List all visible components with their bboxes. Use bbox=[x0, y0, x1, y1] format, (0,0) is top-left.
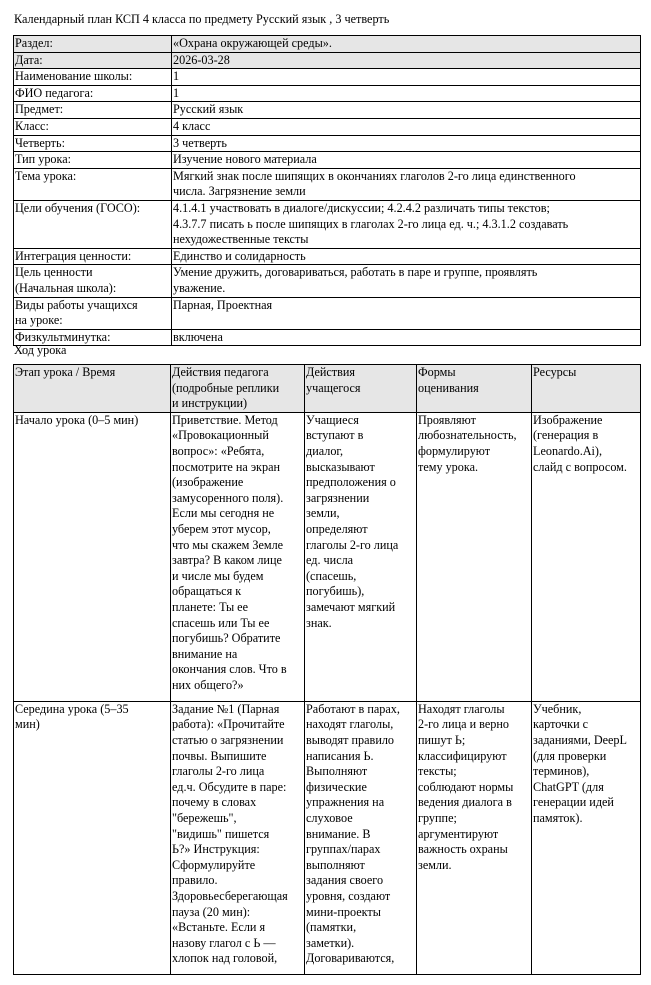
info-label: Цели обучения (ГОСО): bbox=[14, 200, 172, 248]
info-label: Раздел: bbox=[14, 36, 172, 53]
lesson-flow-body bbox=[14, 412, 641, 974]
header-student-actions: Действия учащегося bbox=[305, 365, 417, 413]
info-value: включена bbox=[172, 329, 641, 346]
info-value: Мягкий знак после шипящих в окончаниях глаголов 2-го лица единственного числа. Загрязнение земли bbox=[172, 168, 641, 200]
lesson-info-table bbox=[13, 35, 641, 346]
info-label: Наименование школы: bbox=[14, 69, 172, 86]
header-resources: Ресурсы bbox=[532, 365, 641, 413]
info-row bbox=[14, 152, 641, 169]
lesson-row-start bbox=[14, 412, 641, 701]
lesson-row-middle bbox=[14, 701, 641, 974]
info-row bbox=[14, 265, 641, 297]
info-value: Умение дружить, договариваться, работать в паре и группе, проявлять уважение. bbox=[172, 265, 641, 297]
lesson-flow-table bbox=[13, 364, 641, 975]
info-value: 4.1.4.1 участвовать в диалоге/дискуссии; 4.2.4.2 различать типы текстов; 4.3.7.7 писать ь после шипящих в глаголах 2-го лица ед. ч.; 4.3.1.2 создавать нехудожественные тексты bbox=[172, 200, 641, 248]
info-label: Виды работы учащихся на уроке: bbox=[14, 297, 172, 329]
info-label: Тип урока: bbox=[14, 152, 172, 169]
resources-cell: Изображение (генерация в Leonardo.Ai), слайд с вопросом. bbox=[532, 412, 641, 701]
info-row bbox=[14, 102, 641, 119]
header-assessment: Формы оценивания bbox=[417, 365, 532, 413]
info-row bbox=[14, 200, 641, 248]
info-label: Физкультминутка: bbox=[14, 329, 172, 346]
lesson-flow-header-row bbox=[14, 365, 641, 413]
info-row bbox=[14, 36, 641, 53]
info-value: Единство и солидарность bbox=[172, 248, 641, 265]
info-row bbox=[14, 52, 641, 69]
info-row bbox=[14, 135, 641, 152]
info-value: Русский язык bbox=[172, 102, 641, 119]
info-value: 4 класс bbox=[172, 118, 641, 135]
info-label: Интеграция ценности: bbox=[14, 248, 172, 265]
info-row bbox=[14, 168, 641, 200]
info-value: 1 bbox=[172, 85, 641, 102]
info-label: Класс: bbox=[14, 118, 172, 135]
lesson-progress-heading: Ход урока bbox=[14, 343, 67, 357]
info-row bbox=[14, 118, 641, 135]
info-label: Дата: bbox=[14, 52, 172, 69]
teacher-actions-cell: Задание №1 (Парная работа): «Прочитайте статью о загрязнении почвы. Выпишите глаголы 2-го лица ед.ч. Обсудите в паре: почему в словах "бережешь", "видишь" пишется Ь?» Инструкция: Сформулируйте правило. Здоровьесберегающая пауза (20 мин): «Встаньте. Если я назову глагол с Ь — хлопок над головой, bbox=[171, 701, 305, 974]
info-row bbox=[14, 85, 641, 102]
lesson-flow-header bbox=[14, 365, 641, 413]
info-value: Парная, Проектная bbox=[172, 297, 641, 329]
info-label: ФИО педагога: bbox=[14, 85, 172, 102]
info-row bbox=[14, 69, 641, 86]
document-title: Календарный план КСП 4 класса по предмету Русский язык , 3 четверть bbox=[14, 12, 390, 26]
info-value: Изучение нового материала bbox=[172, 152, 641, 169]
info-value: 2026-03-28 bbox=[172, 52, 641, 69]
assessment-cell: Находят глаголы 2-го лица и верно пишут Ь; классифицируют тексты; соблюдают нормы ведения диалога в группе; аргументируют важность охраны земли. bbox=[417, 701, 532, 974]
info-row bbox=[14, 248, 641, 265]
student-actions-cell: Работают в парах, находят глаголы, выводят правило написания Ь. Выполняют физические упражнения на слуховое внимание. В группах/парах выполняют задания своего уровня, создают мини-проекты (памятки, заметки). Договариваются, bbox=[305, 701, 417, 974]
student-actions-cell: Учащиеся вступают в диалог, высказывают предположения о загрязнении земли, определяют глаголы 2-го лица ед. числа (спасешь, погубишь), замечают мягкий знак. bbox=[305, 412, 417, 701]
info-value: 1 bbox=[172, 69, 641, 86]
resources-cell: Учебник, карточки с заданиями, DeepL (для проверки терминов), ChatGPT (для генерации идей памяток). bbox=[532, 701, 641, 974]
info-row bbox=[14, 329, 641, 346]
header-teacher-actions: Действия педагога (подробные реплики и инструкции) bbox=[171, 365, 305, 413]
info-value: «Охрана окружающей среды». bbox=[172, 36, 641, 53]
info-label: Предмет: bbox=[14, 102, 172, 119]
lesson-info-body bbox=[14, 36, 641, 346]
teacher-actions-cell: Приветствие. Метод «Провокационный вопрос»: «Ребята, посмотрите на экран (изображение замусоренного поля). Если мы сегодня не уберем этот мусор, что мы скажем Земле завтра? В каком лице и числе мы будем обращаться к планете: Ты ее спасешь или Ты ее погубишь? Обратите внимание на окончания слов. Что в них общего?» bbox=[171, 412, 305, 701]
info-label: Четверть: bbox=[14, 135, 172, 152]
info-value: 3 четверть bbox=[172, 135, 641, 152]
stage-cell: Начало урока (0–5 мин) bbox=[14, 412, 171, 701]
info-label: Тема урока: bbox=[14, 168, 172, 200]
header-stage: Этап урока / Время bbox=[14, 365, 171, 413]
assessment-cell: Проявляют любознательность, формулируют тему урока. bbox=[417, 412, 532, 701]
info-row bbox=[14, 297, 641, 329]
info-label: Цель ценности (Начальная школа): bbox=[14, 265, 172, 297]
stage-cell: Середина урока (5–35 мин) bbox=[14, 701, 171, 974]
